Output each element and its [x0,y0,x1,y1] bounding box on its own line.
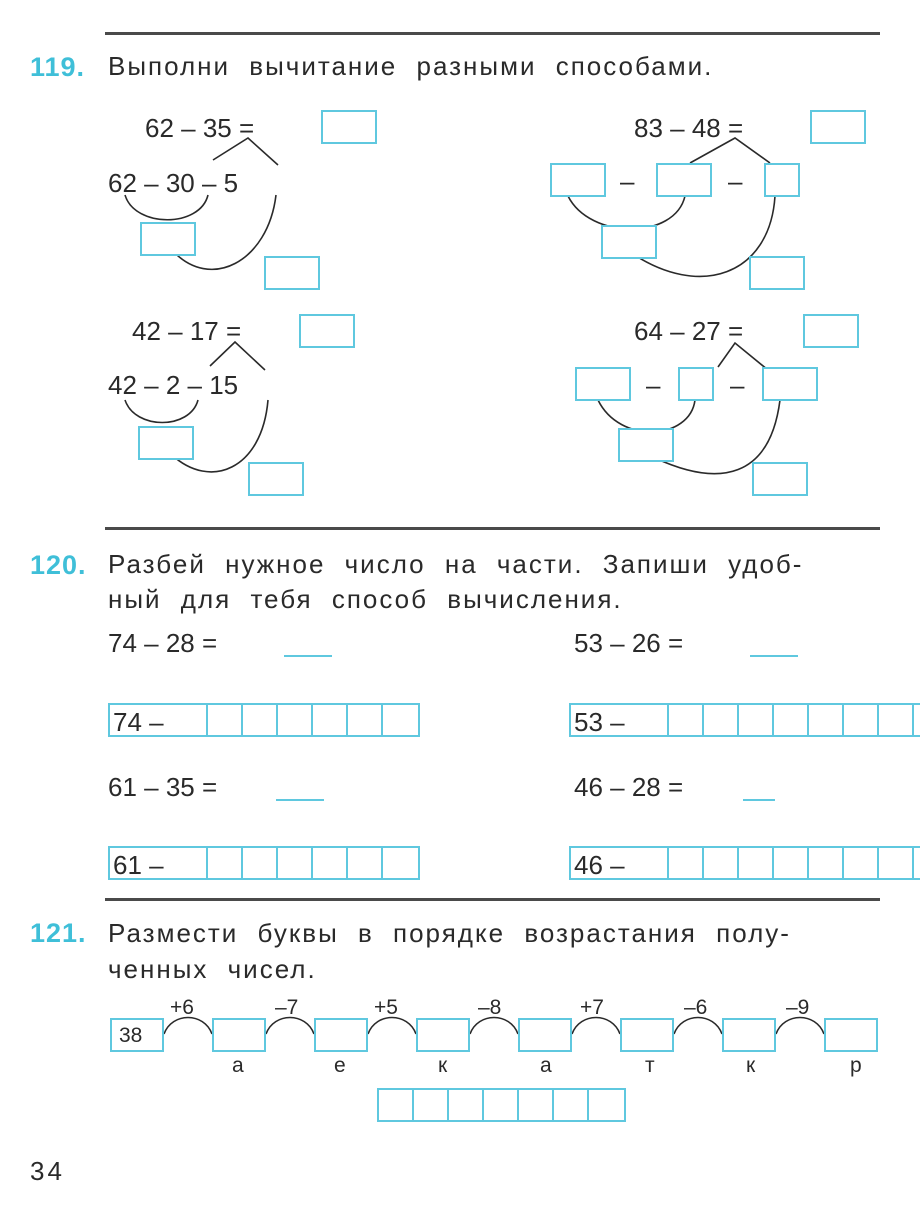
ex119-p4-expression: 64 – 27 = [634,316,744,346]
ex119-p1-split: 62 – 30 – 5 [108,168,239,198]
chain-letter-6: к [746,1054,756,1077]
exercise-121-task-line1: Размести буквы в порядке возрастания полу- [108,918,791,948]
ex120-item4-lead: 46 – [571,848,669,878]
ex120-item4-expression: 46 – 28 = [574,772,684,802]
chain-letter-3: к [438,1054,448,1077]
chain-box-2[interactable] [314,1018,368,1052]
chain-op-7: –9 [786,996,810,1019]
answer-cell[interactable] [519,1090,554,1120]
ex119-p1-expression: 62 – 35 = [145,113,255,143]
page-number: 34 [30,1156,65,1186]
answer-cell[interactable] [379,1090,414,1120]
exercise-120-number: 120. [30,550,87,580]
ex120-item3-expression: 61 – 35 = [108,772,218,802]
ex121-answer-cells[interactable] [377,1088,626,1122]
chain-op-5: +7 [580,996,604,1019]
ex119-p2-minus-1: – [620,166,635,196]
answer-cell[interactable] [589,1090,624,1120]
answer-cell[interactable] [484,1090,519,1120]
ex119-p3-split: 42 – 2 – 15 [108,370,239,400]
exercise-119-task: Выполни вычитание разными способами. [108,51,714,81]
chain-box-5[interactable] [620,1018,674,1052]
ex119-p4-minus-1: – [646,370,661,400]
chain-letter-5: т [645,1054,655,1077]
exercise-120-task-line1: Разбей нужное число на части. Запиши удоб- [108,549,804,579]
answer-cell[interactable] [554,1090,589,1120]
ex120-item3-lead: 61 – [110,848,208,878]
chain-box-1[interactable] [212,1018,266,1052]
ex120-item2-expression: 53 – 26 = [574,628,684,658]
exercise-120-task-line2: ный для тебя способ вычисления. [108,584,623,614]
ex119-p2-minus-2: – [728,166,743,196]
chain-op-4: –8 [478,996,502,1019]
chain-box-7[interactable] [824,1018,878,1052]
chain-op-6: –6 [684,996,708,1019]
ex120-item1-expression: 74 – 28 = [108,628,218,658]
chain-letter-1: а [232,1054,244,1077]
exercise-121-number: 121. [30,918,87,948]
ex120-item1-lead: 74 – [110,705,208,735]
chain-op-1: +6 [170,996,194,1019]
ex119-p4-minus-2: – [730,370,745,400]
exercise-121-task-line2: ченных чисел. [108,954,317,984]
chain-letter-7: р [850,1054,862,1077]
chain-box-3[interactable] [416,1018,470,1052]
chain-op-3: +5 [374,996,398,1019]
answer-cell[interactable] [449,1090,484,1120]
chain-letter-4: а [540,1054,552,1077]
chain-start-box [110,1018,164,1052]
ex120-item2-lead: 53 – [571,705,669,735]
chain-box-6[interactable] [722,1018,776,1052]
chain-letter-2: е [334,1054,346,1077]
chain-op-2: –7 [275,996,299,1019]
answer-cell[interactable] [414,1090,449,1120]
chain-start-value: 38 [119,1024,143,1047]
ex119-p2-expression: 83 – 48 = [634,113,744,143]
chain-box-4[interactable] [518,1018,572,1052]
ex119-p3-expression: 42 – 17 = [132,316,242,346]
exercise-119-number: 119. [30,52,86,82]
